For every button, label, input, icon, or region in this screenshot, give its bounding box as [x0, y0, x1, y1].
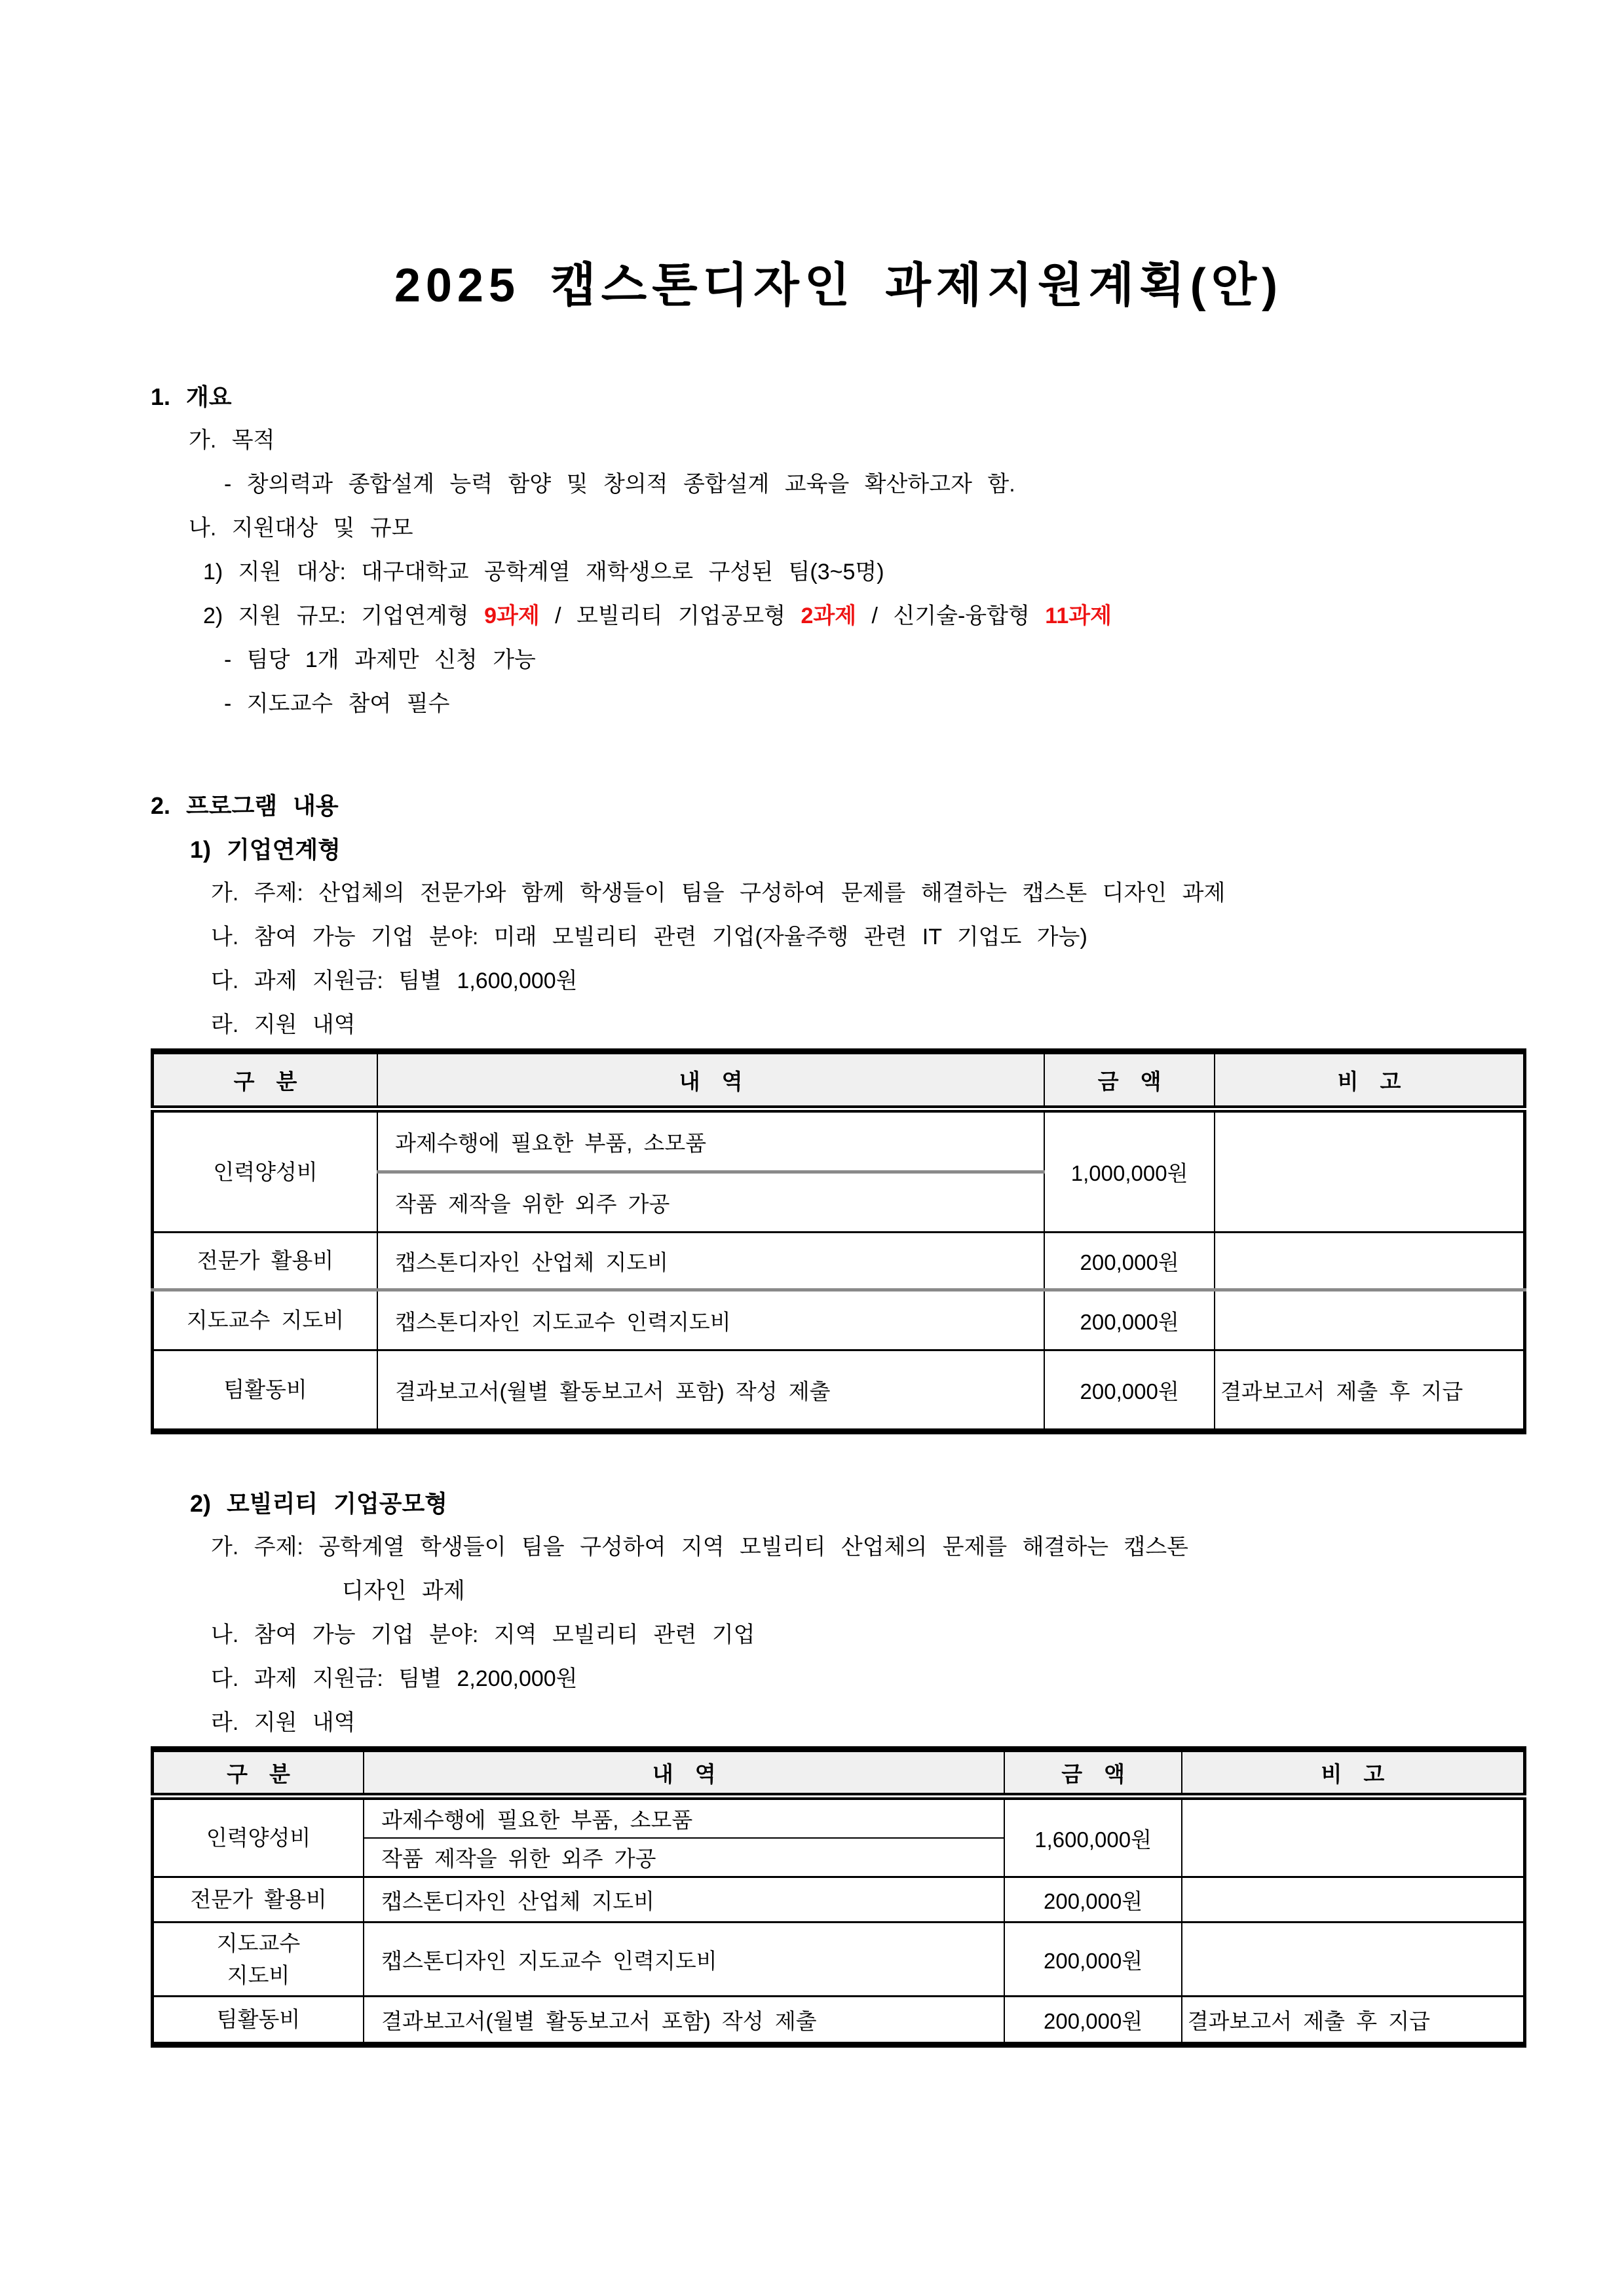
table1-item-cell: 결과보고서(월별 활동보고서 포함) 작성 제출 — [377, 1350, 1044, 1432]
table2-col-header-amount: 금 액 — [1004, 1750, 1181, 1797]
table2-category-cell: 지도교수 지도비 — [153, 1923, 364, 1997]
table1-col-header-note: 비 고 — [1215, 1052, 1525, 1109]
program1-topic: 가. 주제: 산업체의 전문가와 함께 학생들이 팀을 구성하여 문제를 해결하는 캡스톤 디자인 과제 — [211, 881, 1226, 906]
program2-fund: 다. 과제 지원금: 팀별 2,200,000원 — [211, 1666, 578, 1691]
table2-category-cell: 팀활동비 — [153, 1997, 364, 2045]
table2-col-header-item: 내 역 — [364, 1750, 1004, 1797]
program-mobility-contest — [151, 1482, 1526, 2048]
table1-col-header-item: 내 역 — [377, 1052, 1044, 1109]
table1-note-cell — [1215, 1233, 1525, 1290]
table2-amount-cell: 200,000원 — [1004, 1877, 1181, 1923]
section-overview — [151, 375, 1526, 726]
program2-topic-line2: 디자인 과제 — [342, 1578, 465, 1603]
table2-item-cell: 캡스톤디자인 산업체 지도비 — [364, 1877, 1004, 1923]
table1-col-header-category: 구 분 — [153, 1052, 378, 1109]
program2-detail-label: 라. 지원 내역 — [211, 1710, 356, 1735]
table1-item-cell: 작품 제작을 위한 외주 가공 — [377, 1172, 1044, 1233]
rule-one-project-per-team: - 팀당 1개 과제만 신청 가능 — [224, 647, 536, 672]
support-table-1 — [151, 1048, 1526, 1434]
target-item: 1) 지원 대상: 대구대학교 공학계열 재학생으로 구성된 팀(3~5명) — [203, 560, 884, 584]
document-title: 2025 캡스톤디자인 과제지원계획(안) — [394, 259, 1283, 312]
program2-heading: 2) 모빌리티 기업공모형 — [190, 1490, 447, 1517]
scale-count-mobility: 2과제 — [801, 603, 857, 628]
table1-note-cell: 결과보고서 제출 후 지급 — [1215, 1350, 1525, 1432]
table1-row-team-activity — [153, 1350, 1525, 1432]
table2-row-team-activity — [153, 1997, 1525, 2045]
table2-category-cell: 인력양성비 — [206, 1826, 311, 1850]
table2-category-cell: 전문가 활용비 — [153, 1877, 364, 1923]
table2-item-cell: 결과보고서(월별 활동보고서 포함) 작성 제출 — [364, 1997, 1004, 2045]
section2-heading: 2. 프로그램 내용 — [151, 792, 339, 819]
table2-item-cell: 캡스톤디자인 지도교수 인력지도비 — [364, 1923, 1004, 1997]
table1-row-hr-dev-1 — [153, 1109, 1525, 1172]
scale-item — [151, 594, 1526, 638]
table1-category-cell: 지도교수 지도비 — [153, 1290, 378, 1350]
table1-amount-cell: 1,000,000원 — [1044, 1109, 1215, 1233]
table1-amount-cell: 200,000원 — [1044, 1290, 1215, 1350]
program1-heading: 1) 기업연계형 — [190, 836, 341, 863]
table2-row-expert — [153, 1877, 1525, 1923]
table1-note-cell — [1215, 1290, 1525, 1350]
table1-category-cell: 전문가 활용비 — [153, 1233, 378, 1290]
table1-note-cell — [1215, 1109, 1525, 1233]
table2-amount-cell: 1,600,000원 — [1004, 1797, 1181, 1877]
table1-amount-cell: 200,000원 — [1044, 1233, 1215, 1290]
scale-separator-2: / 신기술-융합형 — [856, 603, 1046, 628]
support-table-1-wrap — [151, 1048, 1526, 1434]
table2-item-cell: 작품 제작을 위한 외주 가공 — [364, 1838, 1004, 1877]
section1-heading: 1. 개요 — [151, 383, 232, 410]
support-table-2 — [151, 1746, 1526, 2048]
table1-amount-cell: 200,000원 — [1044, 1350, 1215, 1432]
target-label: 나. 지원대상 및 규모 — [189, 516, 413, 541]
program-company-linked — [151, 828, 1526, 1434]
table1-item-cell: 캡스톤디자인 지도교수 인력지도비 — [377, 1290, 1044, 1350]
table2-note-cell — [1182, 1797, 1525, 1877]
scale-count-newtech: 11과제 — [1045, 603, 1112, 628]
program1-fund: 다. 과제 지원금: 팀별 1,600,000원 — [211, 968, 578, 993]
table2-col-header-note: 비 고 — [1182, 1750, 1525, 1797]
table2-row-advisor — [153, 1923, 1525, 1997]
table2-row-hr-dev-1 — [153, 1797, 1525, 1839]
scale-count-company-linked: 9과제 — [484, 603, 540, 628]
table1-item-cell: 캡스톤디자인 산업체 지도비 — [377, 1233, 1044, 1290]
table1-category-cell: 팀활동비 — [153, 1350, 378, 1432]
table2-amount-cell: 200,000원 — [1004, 1923, 1181, 1997]
table1-category-cell: 인력양성비 — [213, 1159, 318, 1184]
table1-col-header-amount: 금 액 — [1044, 1052, 1215, 1109]
table2-header-row — [153, 1750, 1525, 1797]
support-table-2-wrap — [151, 1746, 1526, 2048]
program2-field: 나. 참여 가능 기업 분야: 지역 모빌리티 관련 기업 — [211, 1622, 755, 1647]
scale-prefix: 2) 지원 규모: 기업연계형 — [203, 603, 485, 628]
table1-row-advisor — [153, 1290, 1525, 1350]
program1-detail-label: 라. 지원 내역 — [211, 1012, 356, 1037]
table2-note-cell — [1182, 1923, 1525, 1997]
purpose-detail: - 창의력과 종합설계 능력 함양 및 창의적 종합설계 교육을 확산하고자 함. — [224, 472, 1015, 497]
scale-separator-1: / 모빌리티 기업공모형 — [539, 603, 801, 628]
table2-col-header-category: 구 분 — [153, 1750, 364, 1797]
table1-item-cell: 과제수행에 필요한 부품, 소모품 — [377, 1109, 1044, 1172]
purpose-label: 가. 목적 — [189, 428, 275, 453]
table2-note-cell — [1182, 1877, 1525, 1923]
table2-amount-cell: 200,000원 — [1004, 1997, 1181, 2045]
section-program — [151, 784, 1526, 2048]
rule-advisor-required: - 지도교수 참여 필수 — [224, 691, 450, 716]
program1-field: 나. 참여 가능 기업 분야: 미래 모빌리티 관련 기업(자율주행 관련 IT 기업도 가능) — [211, 925, 1087, 949]
table1-header-row — [153, 1052, 1525, 1109]
program2-topic-line1: 가. 주제: 공학계열 학생들이 팀을 구성하여 지역 모빌리티 산업체의 문제를 해결하는 캡스톤 — [211, 1535, 1189, 1559]
table2-note-cell: 결과보고서 제출 후 지급 — [1182, 1997, 1525, 2045]
table2-item-cell: 과제수행에 필요한 부품, 소모품 — [364, 1797, 1004, 1839]
table1-row-expert — [153, 1233, 1525, 1290]
